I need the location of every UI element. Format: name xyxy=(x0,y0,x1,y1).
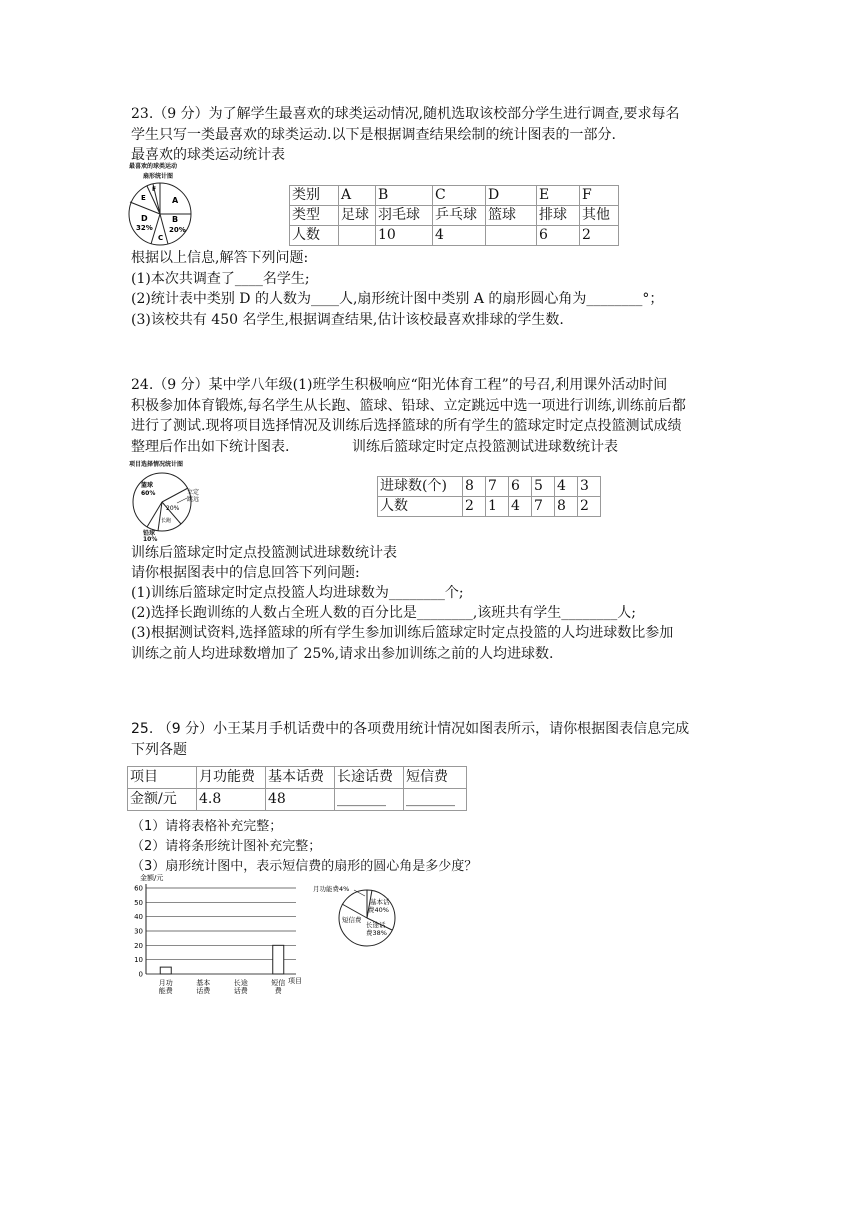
q24-pie-chart xyxy=(125,470,210,536)
q23-intro-line1: 23.（9 分）为了解学生最喜欢的球类运动情况,随机选取该校部分学生进行调查,要求每名 xyxy=(131,106,680,122)
y-tick-label: 10 xyxy=(134,956,143,965)
table-cell: 1 xyxy=(486,497,509,517)
q25-question-2: （2）请将条形统计图补充完整； xyxy=(131,839,322,854)
table-cell: 篮球 xyxy=(486,206,537,226)
y-tick-label: 50 xyxy=(134,898,143,907)
table-cell: 乒乓球 xyxy=(433,206,486,226)
q23-pie-label-c: C xyxy=(158,234,164,242)
table-cell: C xyxy=(433,186,486,206)
q23-pie-chart xyxy=(125,180,195,248)
x-tick-label: 能费 xyxy=(158,987,173,995)
q24-pie-label-jump-pct: 20% xyxy=(166,505,180,512)
table-cell: B xyxy=(376,186,433,206)
q25-pie-label-monthly: 月功能费4% xyxy=(313,885,350,893)
q24-intro-line1: 24.（9 分）某中学八年级(1)班学生积极响应“阳光体育工程”的号召,利用课外活动时间 xyxy=(131,377,668,393)
q24-pie-label-jump-2: 跳远 xyxy=(187,496,200,503)
y-tick-label: 30 xyxy=(134,927,143,936)
q23-table xyxy=(289,185,619,246)
table-cell: 进球数(个) xyxy=(378,477,463,497)
table-cell xyxy=(486,226,537,246)
table-cell: 4 xyxy=(433,226,486,246)
table-cell: _______ xyxy=(404,789,467,811)
q24-table-caption: 训练后篮球定时定点投篮测试进球数统计表 xyxy=(352,439,618,455)
q23-pie-label-e: E xyxy=(141,194,146,202)
table-cell: 2 xyxy=(580,226,619,246)
q24-intro-line2: 积极参加体育锻炼,每名学生从长跑、篮球、铅球、立定跳远中选一项进行训练,训练前后都 xyxy=(131,398,686,414)
q24-question-1: (1)训练后篮球定时定点投篮人均进球数为________个; xyxy=(131,585,464,601)
q25-pie-label-long-2: 费38% xyxy=(366,929,387,937)
table-cell: E xyxy=(537,186,580,206)
table-cell: 7 xyxy=(486,477,509,497)
q24-question-3-line1: (3)根据测试资料,选择篮球的所有学生参加训练后篮球定时定点投篮的人均进球数比参加 xyxy=(131,625,674,641)
table-cell: 人数 xyxy=(290,226,339,246)
table-cell: 月功能费 xyxy=(197,767,266,789)
table-cell: 2 xyxy=(578,497,601,517)
x-tick-label: 话费 xyxy=(196,987,211,995)
table-cell: 项目 xyxy=(128,767,197,789)
q25-intro-line2: 下列各题 xyxy=(131,742,187,758)
q23-pie-label-d-pct: 32% xyxy=(136,224,153,232)
table-cell: 8 xyxy=(463,477,486,497)
q23-pie-subtitle: 扇形统计图 xyxy=(143,173,174,180)
q25-pie-label-long-1: 长途话 xyxy=(366,921,386,929)
q23-pie-label-f: F xyxy=(152,186,157,193)
q23-pie-label-a: A xyxy=(172,196,179,205)
q24-intro-line4: 整理后作出如下统计图表. xyxy=(131,439,290,455)
x-tick-label: 话费 xyxy=(233,987,248,995)
q23-question-3: (3)该校共有 450 名学生,根据调查结果,估计该校最喜欢排球的学生数. xyxy=(131,312,564,328)
table-cell: 2 xyxy=(463,497,486,517)
q23-intro-line2: 学生只写一类最喜欢的球类运动.以下是根据调查结果绘制的统计图表的一部分. xyxy=(131,127,616,143)
table-row xyxy=(290,226,619,246)
bar-0 xyxy=(160,967,171,974)
table-cell: 类型 xyxy=(290,206,339,226)
q24-intro-line3: 进行了测试.现将项目选择情况及训练后选择篮球的所有学生的篮球定时定点投篮测试成绩 xyxy=(131,418,682,434)
table-cell: 短信费 xyxy=(404,767,467,789)
q25-pie-label-sms: 短信费 xyxy=(342,916,362,924)
table-cell: 类别 xyxy=(290,186,339,206)
x-tick-label: 费 xyxy=(274,987,282,995)
table-cell: 长途话费 xyxy=(335,767,404,789)
q25-pie-chart xyxy=(310,882,410,954)
table-row xyxy=(378,497,601,517)
q25-question-1: （1）请将表格补充完整； xyxy=(131,819,283,834)
table-cell: 羽毛球 xyxy=(376,206,433,226)
q24-table xyxy=(377,476,601,517)
q24-pie-title: 项目选择情况统计图 xyxy=(129,461,184,468)
table-cell: 4.8 xyxy=(197,789,266,811)
table-cell: 其他 xyxy=(580,206,619,226)
q24-caption-below: 训练后篮球定时定点投篮测试进球数统计表 xyxy=(131,545,397,561)
q24-pie-label-run: 长跑 xyxy=(161,518,172,524)
table-cell: 6 xyxy=(537,226,580,246)
table-cell: 4 xyxy=(509,497,532,517)
x-tick-label: 月功 xyxy=(158,979,173,987)
q24-pie-label-basketball-pct: 60% xyxy=(141,490,156,497)
table-cell: 3 xyxy=(578,477,601,497)
table-row xyxy=(290,186,619,206)
q24-pie-label-shot-pct: 10% xyxy=(143,536,158,543)
q24-pie-label-shot: 铅球 xyxy=(143,530,156,537)
table-row xyxy=(290,206,619,226)
q25-question-3: （3）扇形统计图中，表示短信费的扇形的圆心角是多少度？ xyxy=(131,859,478,874)
table-cell: 10 xyxy=(376,226,433,246)
y-tick-label: 40 xyxy=(134,913,143,922)
x-tick-label: 长途 xyxy=(233,979,248,987)
q23-pie-label-b-pct: 20% xyxy=(169,226,186,234)
table-cell: A xyxy=(339,186,376,206)
q23-question-2: (2)统计表中类别 D 的人数为____人,扇形统计图中类别 A 的扇形圆心角为________°； xyxy=(131,291,664,307)
table-cell: 6 xyxy=(509,477,532,497)
q23-pie-label-d: D xyxy=(141,214,148,223)
q24-pie-label-basketball: 篮球 xyxy=(141,482,154,489)
y-axis-label: 金额/元 xyxy=(140,874,164,882)
q25-pie-label-basic-2: 费40% xyxy=(368,906,389,914)
table-cell: 基本话费 xyxy=(266,767,335,789)
q23-caption: 最喜欢的球类运动统计表 xyxy=(131,147,285,163)
q23-question-1: (1)本次共调查了____名学生; xyxy=(131,271,310,287)
q25-pie-label-basic-1: 基本话 xyxy=(370,898,390,906)
table-cell: F xyxy=(580,186,619,206)
x-axis-label: 项目 xyxy=(288,977,302,985)
q24-pie-label-jump-1: 立定 xyxy=(187,489,200,496)
bar-3 xyxy=(273,945,284,974)
x-tick-label: 基本 xyxy=(196,979,211,987)
q23-prompt: 根据以上信息,解答下列问题: xyxy=(131,250,309,266)
table-cell: _______ xyxy=(335,789,404,811)
q25-bar-chart xyxy=(118,872,318,997)
q24-prompt: 请你根据图表中的信息回答下列问题: xyxy=(131,565,360,581)
table-row xyxy=(128,789,467,811)
x-tick-label: 短信 xyxy=(271,979,286,987)
y-tick-label: 0 xyxy=(138,970,143,979)
q25-intro-line1: 25. （9 分）小王某月手机话费中的各项费用统计情况如图表所示，请你根据图表信息完成 xyxy=(131,721,690,737)
q23-pie-label-b: B xyxy=(172,215,179,224)
table-cell: 人数 xyxy=(378,497,463,517)
table-row xyxy=(128,767,467,789)
table-cell xyxy=(339,226,376,246)
table-cell: D xyxy=(486,186,537,206)
y-tick-label: 20 xyxy=(134,941,143,950)
table-cell: 8 xyxy=(555,497,578,517)
table-cell: 7 xyxy=(532,497,555,517)
table-cell: 足球 xyxy=(339,206,376,226)
table-cell: 金额/元 xyxy=(128,789,197,811)
table-cell: 4 xyxy=(555,477,578,497)
q25-table xyxy=(127,766,467,811)
y-tick-label: 60 xyxy=(134,884,143,893)
q24-question-2: (2)选择长跑训练的人数占全班人数的百分比是________,该班共有学生________人; xyxy=(131,605,636,621)
q23-pie-title: 最喜欢的球类运动 xyxy=(129,163,178,170)
table-cell: 5 xyxy=(532,477,555,497)
table-cell: 排球 xyxy=(537,206,580,226)
table-row xyxy=(378,477,601,497)
table-cell: 48 xyxy=(266,789,335,811)
q24-question-3-line2: 训练之前人均进球数增加了 25%,请求出参加训练之前的人均进球数. xyxy=(131,646,554,662)
